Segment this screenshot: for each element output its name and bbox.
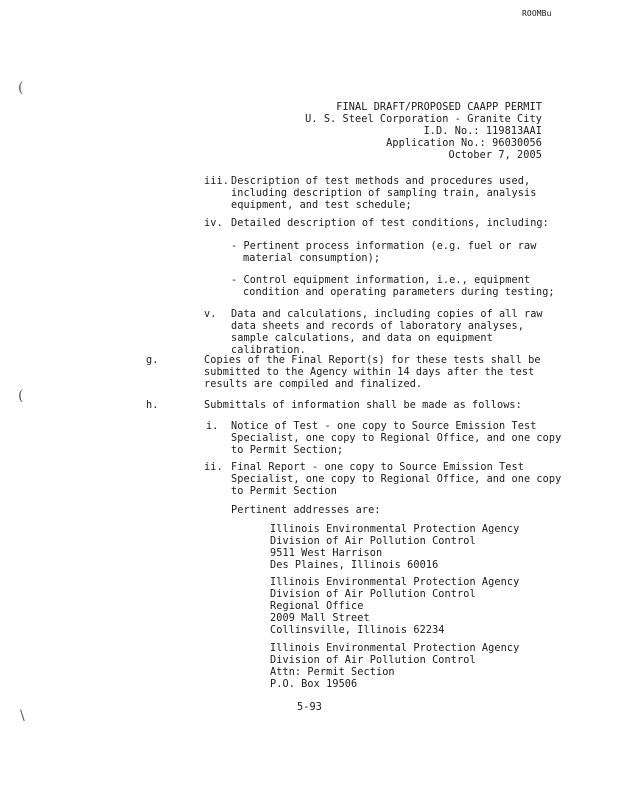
item-h-ii-line: Final Report - one copy to Source Emission Test xyxy=(231,462,524,473)
address-line: Collinsville, Illinois 62234 xyxy=(270,625,445,636)
item-h-i-line: Notice of Test - one copy to Source Emission Test xyxy=(231,421,537,432)
item-iv-number: iv. xyxy=(204,218,223,229)
header-id-no: I.D. No.: 119813AAI xyxy=(423,126,542,137)
header-company: U. S. Steel Corporation - Granite City xyxy=(305,114,542,125)
item-v-number: v. xyxy=(204,309,217,320)
item-v-line: Data and calculations, including copies of all raw xyxy=(231,309,543,320)
item-h-ii-line: to Permit Section xyxy=(231,486,337,497)
scan-mark: ( xyxy=(18,80,24,96)
section-g-line: Copies of the Final Report(s) for these tests shall be xyxy=(204,355,541,366)
address-line: Illinois Environmental Protection Agency xyxy=(270,577,520,588)
addresses-intro: Pertinent addresses are: xyxy=(231,505,381,516)
address-line: Des Plaines, Illinois 60016 xyxy=(270,560,439,571)
item-h-ii-number: ii. xyxy=(204,462,223,473)
section-g-line: submitted to the Agency within 14 days after the test xyxy=(204,367,535,378)
item-iii-number: iii. xyxy=(204,176,229,187)
section-h-intro: Submittals of information shall be made as follows: xyxy=(204,400,522,411)
header-date: October 7, 2005 xyxy=(448,150,542,161)
item-v-line: sample calculations, and data on equipment xyxy=(231,333,493,344)
address-line: Division of Air Pollution Control xyxy=(270,536,476,547)
scan-mark: ( xyxy=(18,388,24,404)
bullet-line: - Control equipment information, i.e., equipment xyxy=(231,275,531,286)
address-line: Attn: Permit Section xyxy=(270,667,395,678)
section-h-letter: h. xyxy=(146,400,159,411)
header-title: FINAL DRAFT/PROPOSED CAAPP PERMIT xyxy=(336,102,542,113)
address-line: Division of Air Pollution Control xyxy=(270,655,476,666)
item-iii-line: Description of test methods and procedures used, xyxy=(231,176,531,187)
section-g-letter: g. xyxy=(146,355,159,366)
section-g-line: results are compiled and finalized. xyxy=(204,379,423,390)
page-number: 5-93 xyxy=(297,702,322,713)
bullet-line: material consumption); xyxy=(243,253,381,264)
item-iii-line: including description of sampling train, analysis xyxy=(231,188,537,199)
bullet-line: condition and operating parameters during testing; xyxy=(243,287,555,298)
item-iv-text: Detailed description of test conditions, including: xyxy=(231,218,549,229)
address-line: Illinois Environmental Protection Agency xyxy=(270,643,520,654)
address-line: Regional Office xyxy=(270,601,364,612)
address-line: P.O. Box 19506 xyxy=(270,679,358,690)
item-h-ii-line: Specialist, one copy to Regional Office, and one copy xyxy=(231,474,562,485)
address-line: 2009 Mall Street xyxy=(270,613,370,624)
address-line: Illinois Environmental Protection Agency xyxy=(270,524,520,535)
document-code: ROOMBu xyxy=(522,9,552,18)
item-h-i-line: to Permit Section; xyxy=(231,445,344,456)
item-h-i-number: i. xyxy=(206,421,219,432)
address-line: 9511 West Harrison xyxy=(270,548,383,559)
item-iii-line: equipment, and test schedule; xyxy=(231,200,412,211)
item-v-line: data sheets and records of laboratory analyses, xyxy=(231,321,524,332)
bullet-line: - Pertinent process information (e.g. fuel or raw xyxy=(231,241,537,252)
item-h-i-line: Specialist, one copy to Regional Office, and one copy xyxy=(231,433,562,444)
scan-mark: \ xyxy=(20,708,25,724)
header-application-no: Application No.: 96030056 xyxy=(386,138,542,149)
address-line: Division of Air Pollution Control xyxy=(270,589,476,600)
item-v-line: calibration. xyxy=(231,345,306,356)
